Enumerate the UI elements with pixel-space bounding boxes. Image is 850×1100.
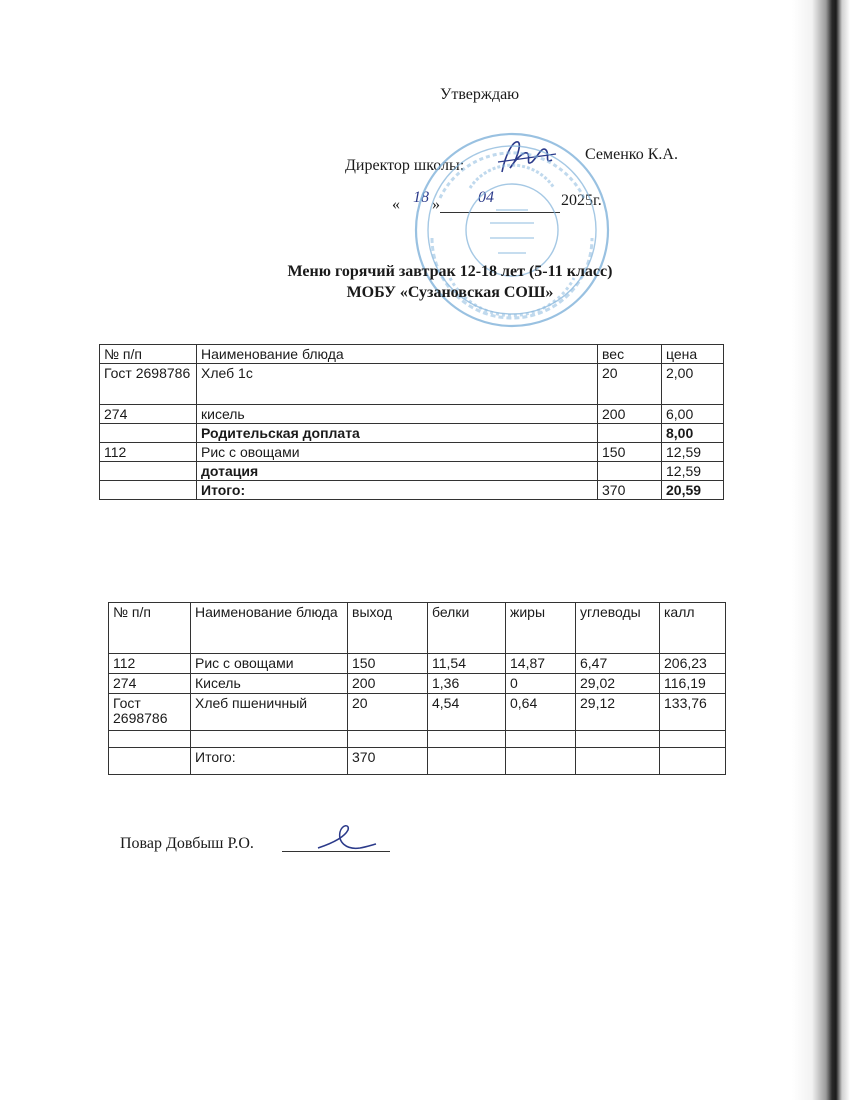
table-cell: [660, 748, 726, 775]
table-cell: 274: [100, 405, 197, 424]
table-cell: 200: [598, 405, 662, 424]
table-cell: 8,00: [662, 424, 724, 443]
menu-title: Меню горячий завтрак 12-18 лет (5-11 класс): [287, 263, 613, 280]
table-cell: 6,47: [576, 654, 660, 674]
header-cell: белки: [428, 603, 506, 654]
table-cell: [428, 748, 506, 775]
table-cell: [100, 462, 197, 481]
table-cell: 200: [348, 674, 428, 694]
table-cell: [506, 731, 576, 748]
official-stamp: [410, 128, 615, 333]
table-cell: 29,02: [576, 674, 660, 694]
table-cell: [428, 731, 506, 748]
cook-signature: [310, 818, 380, 858]
price-table: [99, 344, 724, 500]
table-row: [100, 405, 724, 424]
table-cell: 20,59: [662, 481, 724, 500]
table-cell: 370: [348, 748, 428, 775]
table-cell: 20: [598, 364, 662, 405]
header-cell: выход: [348, 603, 428, 654]
date-month: 04: [478, 189, 494, 206]
header-cell: углеводы: [576, 603, 660, 654]
table-cell: [100, 481, 197, 500]
scan-edge-shadow: [792, 0, 850, 1100]
header-cell: вес: [598, 345, 662, 364]
table-row: [109, 731, 726, 748]
table-row: [100, 424, 724, 443]
table-cell: [576, 731, 660, 748]
director-label: Директор школы:: [345, 157, 465, 174]
table-cell: [109, 731, 191, 748]
table-cell: [660, 731, 726, 748]
header-cell: жиры: [506, 603, 576, 654]
table-cell: Гост 2698786: [109, 694, 191, 731]
cook-label: Повар Довбыш Р.О.: [120, 835, 254, 852]
table-cell: 150: [348, 654, 428, 674]
nutrition-table-header: [109, 603, 726, 654]
table-cell: [100, 424, 197, 443]
table-cell: Итого:: [191, 748, 348, 775]
table-cell: 20: [348, 694, 428, 731]
table-cell: кисель: [197, 405, 598, 424]
table-row: [109, 694, 726, 731]
header-cell: цена: [662, 345, 724, 364]
table-cell: 12,59: [662, 462, 724, 481]
table-cell: Рис с овощами: [191, 654, 348, 674]
table-cell: Итого:: [197, 481, 598, 500]
approve-label: Утверждаю: [440, 86, 520, 103]
header-cell: № п/п: [109, 603, 191, 654]
date-open-quote: «: [392, 196, 400, 213]
table-cell: Кисель: [191, 674, 348, 694]
date-day: 18: [413, 189, 429, 206]
table-cell: 6,00: [662, 405, 724, 424]
table-cell: [576, 748, 660, 775]
director-name: Семенко К.А.: [585, 146, 678, 163]
table-row: [109, 748, 726, 775]
table-cell: 370: [598, 481, 662, 500]
header-cell: № п/п: [100, 345, 197, 364]
table-row: [100, 481, 724, 500]
table-cell: 2,00: [662, 364, 724, 405]
table-cell: 150: [598, 443, 662, 462]
date-close-quote: »: [432, 196, 440, 213]
table-cell: 11,54: [428, 654, 506, 674]
header-cell: Наименование блюда: [191, 603, 348, 654]
table-cell: [598, 462, 662, 481]
table-cell: Хлеб пшеничный: [191, 694, 348, 731]
price-table-header: [100, 345, 724, 364]
table-cell: дотация: [197, 462, 598, 481]
table-cell: 206,23: [660, 654, 726, 674]
table-cell: [598, 424, 662, 443]
table-cell: 133,76: [660, 694, 726, 731]
table-cell: [348, 731, 428, 748]
nutrition-table: [108, 602, 726, 775]
school-name: МОБУ «Сузановская СОШ»: [346, 284, 554, 301]
table-cell: 274: [109, 674, 191, 694]
table-cell: 12,59: [662, 443, 724, 462]
table-row: [100, 462, 724, 481]
table-cell: Хлеб 1с: [197, 364, 598, 405]
table-cell: 112: [100, 443, 197, 462]
table-cell: 1,36: [428, 674, 506, 694]
table-cell: 4,54: [428, 694, 506, 731]
table-cell: 29,12: [576, 694, 660, 731]
table-row: [109, 654, 726, 674]
header-cell: Наименование блюда: [197, 345, 598, 364]
table-cell: [506, 748, 576, 775]
table-cell: 0,64: [506, 694, 576, 731]
table-row: [109, 674, 726, 694]
table-cell: [109, 748, 191, 775]
table-cell: 0: [506, 674, 576, 694]
table-cell: Гост 2698786: [100, 364, 197, 405]
table-row: [100, 443, 724, 462]
date-year: 2025г.: [561, 192, 602, 209]
table-cell: Родительская доплата: [197, 424, 598, 443]
table-cell: 112: [109, 654, 191, 674]
table-cell: 14,87: [506, 654, 576, 674]
table-cell: [191, 731, 348, 748]
table-cell: Рис с овощами: [197, 443, 598, 462]
header-cell: калл: [660, 603, 726, 654]
table-cell: 116,19: [660, 674, 726, 694]
table-row: [100, 364, 724, 405]
